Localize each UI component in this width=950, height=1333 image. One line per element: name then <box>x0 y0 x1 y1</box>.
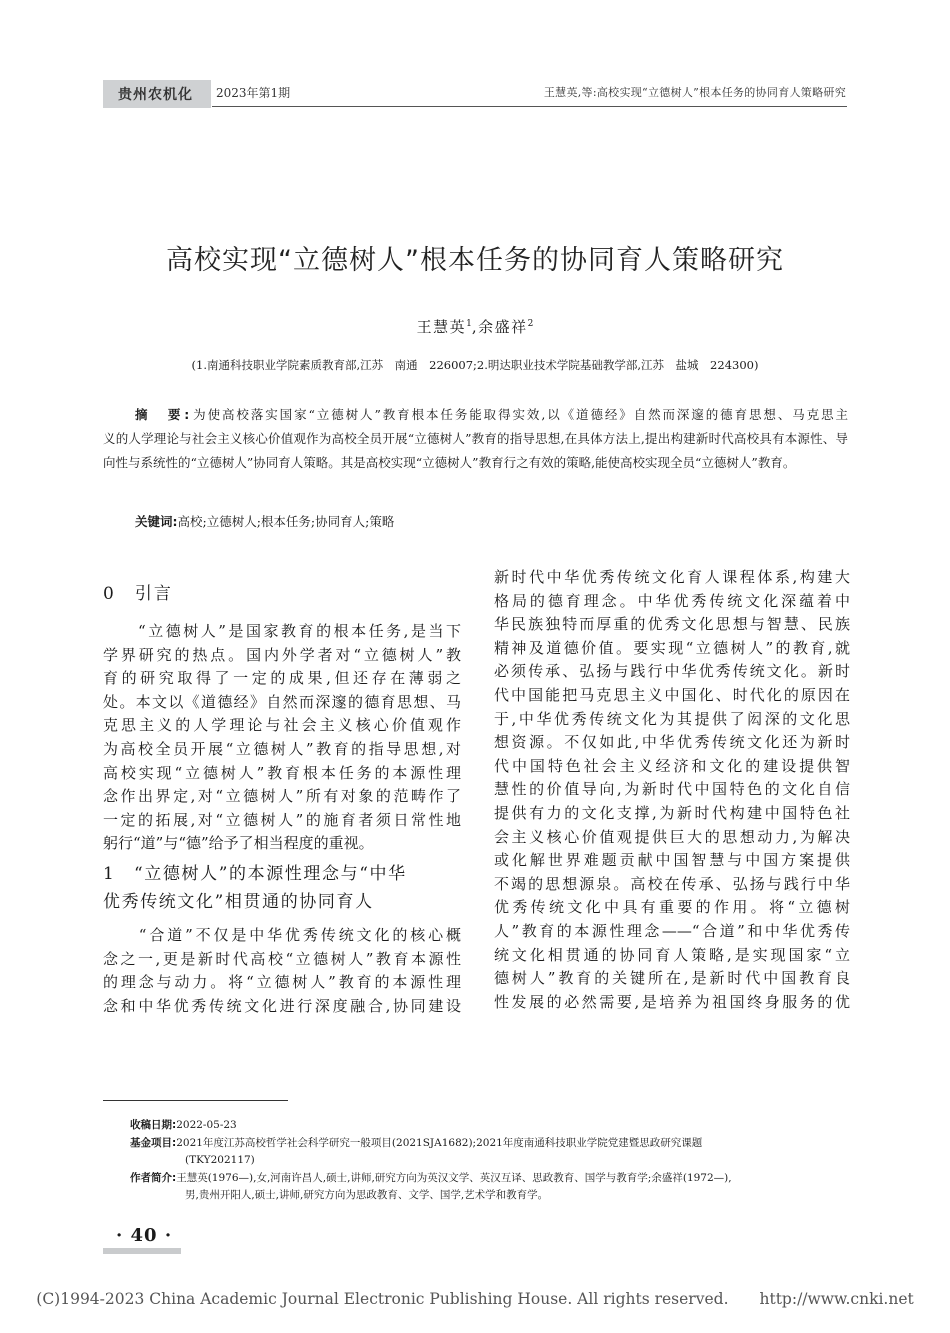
copyright-notice: (C)1994-2023 China Academic Journal Electronic Publishing House. All rights reserved. http://www.cnki.net <box>36 1290 914 1308</box>
issue-label: 2023年第1期 <box>216 86 291 100</box>
footnote-rule <box>103 1100 288 1101</box>
text-line: 慧性的价值导向,为新时代中国特色的文化自信 <box>494 780 850 799</box>
fund-line-2: (TKY202117) <box>185 1154 255 1166</box>
text-line: “合道”不仅是中华优秀传统文化的核心概 <box>103 925 461 944</box>
text-line: 新时代中华优秀传统文化育人课程体系,构建大 <box>494 568 850 586</box>
text-line: 会主义核心价值观提供巨大的思想动力,为解决 <box>494 827 850 846</box>
fund-label: 基金项目: <box>130 1136 177 1149</box>
author-1-affiliation-mark: 1 <box>466 319 472 329</box>
text-line: 精神及道德价值。要实现“立德树人”的教育,就 <box>494 638 850 657</box>
received-label: 收稿日期: <box>130 1119 177 1131</box>
bio-label: 作者简介: <box>130 1171 177 1184</box>
text-line: 必须传承、弘扬与践行中华优秀传统文化。新时 <box>494 662 850 681</box>
body-right-column <box>494 566 850 1014</box>
body-left-column <box>103 580 461 1018</box>
abstract-text: 义的人学理论与社会主义核心价值观作为高校全员开展“立德树人”教育的指导思想,在具体方法上,提出构建新时代高校具有本源性、导向性与系统性的“立德树人”协同育人策略。其是高校实现“立德树人”教育行之有效的策略,能使高校实现全员“立德树人”教育。 <box>103 430 848 470</box>
text-line: 处。本文以《道德经》自然而深邃的德育思想、马 <box>103 692 461 711</box>
header-rule <box>212 106 847 107</box>
text-line: 格局的德育理念。中华优秀传统文化深蕴着中 <box>494 591 850 610</box>
text-line: “立德树人”是国家教育的根本任务,是当下 <box>103 622 461 640</box>
text-line: 人”教育的本源性理念——“合道”和中华优秀传 <box>494 921 850 940</box>
keywords-label: 关键词: <box>135 514 178 529</box>
abstract-label: 摘 要: <box>135 407 192 422</box>
intro-paragraph <box>103 620 461 856</box>
fund-line-1: 2021年度江苏高校哲学社会科学研究一般项目(2021SJA1682);2021年度南通科技职业学院党建暨思政研究课题 <box>176 1136 703 1149</box>
text-line: 学界研究的热点。国内外学者对“立德树人”教 <box>103 645 461 664</box>
text-line: 躬行“道”与“德”给予了相当程度的重视。 <box>103 834 374 853</box>
text-line: 代中国特色社会主义经济和文化的建设提供智 <box>494 756 850 775</box>
page-number-bar <box>103 1248 181 1254</box>
text-line: 为高校全员开展“立德树人”教育的指导思想,对 <box>103 739 461 758</box>
abstract-first-text: 为使高校落实国家“立德树人”教育根本任务能取得实效,以《道德经》自然而深邃的德育思想、马克思主 <box>191 407 848 422</box>
text-line: 性发展的必然需要,是培养为祖国终身服务的优 <box>494 992 850 1011</box>
affiliation: (1.南通科技职业学院素质教育部,江苏 南通 226007;2.明达职业技术学院基础教学部,江苏 盐城 224300) <box>191 358 759 372</box>
text-line: 克思主义的人学理论与社会主义核心价值观作 <box>103 716 461 735</box>
text-line: 于,中华优秀传统文化为其提供了闳深的文化思 <box>494 709 850 728</box>
text-line: 德树人”教育的关键所在,是新时代中国教育良 <box>494 969 850 988</box>
text-line: 不竭的思想源泉。高校在传承、弘扬与践行中华 <box>494 874 850 893</box>
fund-info <box>130 1135 850 1153</box>
section-heading-1-line-1: 1 “立德树人”的本源性理念与“中华 <box>103 863 407 884</box>
text-line: 念作出界定,对“立德树人”所有对象的范畴作了 <box>103 787 461 806</box>
received-date <box>130 1117 850 1135</box>
text-line: 华民族独特而厚重的优秀文化思想与智慧、民族 <box>494 615 850 634</box>
keywords-text: 高校;立德树人;根本任务;协同育人;策略 <box>177 514 395 529</box>
running-title: 王慧英,等:高校实现“立德树人”根本任务的协同育人策略研究 <box>543 86 846 99</box>
text-line: 统文化相贯通的协同育人策略,是实现国家“立 <box>494 945 850 964</box>
text-line: 念之一,更是新时代高校“立德树人”教育本源性 <box>103 949 461 968</box>
bio-line-2: 男,贵州开阳人,硕士,讲师,研究方向为思政教育、文学、国学,艺术学和教育学。 <box>185 1189 549 1201</box>
authors <box>0 316 950 337</box>
section-1-paragraph <box>103 924 461 1018</box>
text-line: 一定的拓展,对“立德树人”的施育者须日常性地 <box>103 810 461 829</box>
keywords <box>103 512 848 530</box>
footnotes <box>130 1117 850 1205</box>
author-separator: , <box>471 318 479 336</box>
section-heading-1-line-2: 优秀传统文化”相贯通的协同育人 <box>103 891 374 912</box>
article-title: 高校实现“立德树人”根本任务的协同育人策略研究 <box>166 245 784 276</box>
received-value: 2022-05-23 <box>176 1119 237 1131</box>
text-line: 提供有力的文化支撑,为新时代构建中国特色社 <box>494 803 850 822</box>
page-number: · 40 · <box>116 1225 173 1246</box>
abstract <box>103 403 848 475</box>
text-line: 高校实现“立德树人”教育根本任务的本源性理 <box>103 763 461 782</box>
text-line: 的理念与动力。将“立德树人”教育的本源性理 <box>103 973 461 992</box>
text-line: 念和中华优秀传统文化进行深度融合,协同建设 <box>103 996 461 1015</box>
abstract-first-line <box>103 403 848 427</box>
author-2-affiliation-mark: 2 <box>527 319 534 329</box>
text-line: 想资源。不仅如此,中华优秀传统文化还为新时 <box>494 733 850 752</box>
text-line: 育的研究取得了一定的成果,但还存在薄弱之 <box>103 669 461 688</box>
text-line: 代中国能把马克思主义中国化、时代化的原因在 <box>494 685 850 704</box>
section-heading-introduction: 0 引言 <box>103 584 173 604</box>
text-line: 或化解世界难题贡献中国智慧与中国方案提供 <box>494 851 850 870</box>
author-1: 王慧英 <box>416 318 467 336</box>
bio-line-1: 王慧英(1976—),女,河南许昌人,硕士,讲师,研究方向为英汉文学、英汉互译、思政教育、国学与教育学;余盛祥(1972—), <box>176 1171 732 1184</box>
author-bio <box>130 1170 850 1188</box>
author-2: 余盛祥 <box>478 318 528 336</box>
journal-name: 贵州农机化 <box>118 87 193 103</box>
text-line: 优秀传统文化中具有重要的作用。将“立德树 <box>494 898 850 917</box>
